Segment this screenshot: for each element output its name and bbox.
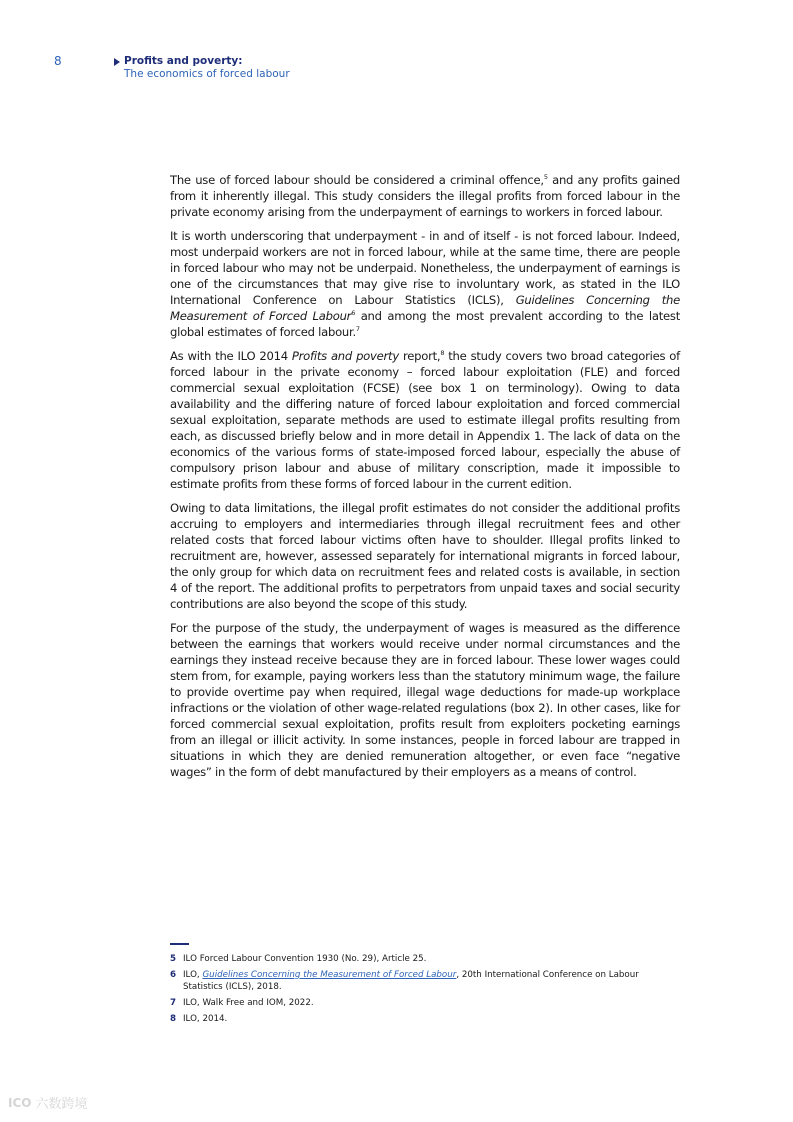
triangle-right-icon — [114, 58, 120, 66]
footnotes — [170, 943, 680, 1029]
footnote-5 — [170, 953, 680, 965]
body-text — [170, 172, 680, 788]
p1-text-b: and any profits gained from it inherently illegal. This study considers the illegal profits from forced labour in the private economy arising from the underpayment of earnings to workers in forced labour. — [170, 173, 680, 219]
header-title-row — [114, 55, 290, 68]
p3-text-a: As with the ILO 2014 — [170, 349, 292, 363]
guidelines-link[interactable]: Guidelines Concerning the Measurement of Forced Labour — [202, 969, 457, 980]
footnote-ref-6[interactable]: 6 — [351, 309, 356, 317]
watermark-logo-icon: ICO — [8, 1095, 32, 1110]
header-title: Profits and poverty: — [124, 55, 243, 67]
page-number: 8 — [54, 54, 62, 68]
p1-text-a: The use of forced labour should be considered a criminal offence, — [170, 173, 544, 187]
watermark-text: 六数跨境 — [35, 1097, 88, 1112]
footnote-divider — [170, 943, 189, 945]
footnote-7 — [170, 997, 680, 1009]
footnote-ref-7[interactable]: 7 — [355, 325, 360, 333]
watermark — [8, 1093, 88, 1112]
footnote-number: 6 — [170, 969, 177, 980]
footnote-ref-5[interactable]: 5 — [543, 173, 548, 181]
footnote-number: 7 — [170, 997, 177, 1008]
paragraph-5: For the purpose of the study, the underpayment of wages is measured as the difference between the earnings that workers would receive under normal circumstances and the earnings they instead receive because they are in forced labour. These lower wages could stem from, for example, paying workers less than the statutory minimum wage, the failure to provide overtime pay when required, illegal wage deductions for made-up workplace infractions or the violation of other wage-related regulations (box 2). In other cases, like for forced commercial sexual exploitation, profits result from exploiters pocketing earnings from an illegal or illicit activity. In some instances, people in forced labour are trapped in situations in which they are denied remuneration altogether, or even face “negative wages” in the form of debt manufactured by their employers as a means of control. — [170, 621, 680, 779]
footnote-number: 5 — [170, 953, 177, 964]
running-header — [114, 55, 290, 81]
footnote-text: ILO, 2014. — [183, 1013, 228, 1024]
p2-text-a: It is worth underscoring that underpayment - in and of itself - is not forced labour. Indeed, most underpaid workers are not in forced labour, while at the same time, there are people in forced labour who may not be underpaid. Nonetheless, the underpayment of earnings is one of the circumstances that may give rise to involuntary work, as stated in the ILO International Conference on Labour Statistics (ICLS), — [170, 229, 680, 307]
footnote-text-post: , 20th International Conference on Labour Statistics (ICLS), 2018. — [183, 969, 639, 992]
footnote-text — [183, 969, 680, 993]
footnote-8 — [170, 1013, 680, 1025]
footnote-number: 8 — [170, 1013, 177, 1024]
footnote-6 — [170, 969, 680, 993]
p2-text-b: and among the most prevalent according to the latest global estimates of forced labour. — [170, 309, 680, 339]
paragraph-4: Owing to data limitations, the illegal profit estimates do not consider the additional profits accruing to employers and intermediaries through illegal recruitment fees and other related costs that forced labour victims often have to shoulder. Illegal profits linked to recruitment are, however, assessed separately for international migrants in forced labour, the only group for which data on recruitment fees and related costs is available, in section 4 of the report. The additional profits to perpetrators from unpaid taxes and social security contributions are also beyond the scope of this study. — [170, 501, 680, 611]
paragraph-1 — [170, 172, 680, 220]
paragraph-3 — [170, 348, 680, 492]
footnote-text-pre: ILO, — [183, 969, 203, 980]
header-subtitle: The economics of forced labour — [124, 68, 290, 80]
p3-report-title: Profits and poverty — [291, 349, 399, 363]
p2-guidelines-title: Guidelines Concerning the Measurement of Forced Labour — [170, 293, 680, 323]
footnote-text: ILO Forced Labour Convention 1930 (No. 29), Article 25. — [183, 953, 427, 964]
p3-text-b: report, — [398, 349, 441, 363]
p3-text-c: the study covers two broad categories of forced labour in the private economy – forced labour exploitation (FLE) and forced commercial sexual exploitation (FCSE) (see box 1 on terminology). Owing to data availability and the differing nature of forced labour exploitation and forced commercial sexual exploitation, separate methods are used to estimate illegal profits resulting from each, as discussed briefly below and in more detail in Appendix 1. The lack of data on the economics of the various forms of state-imposed forced labour, especially the abuse of compulsory prison labour and abuse of military conscription, made it impossible to estimate profits from these forms of forced labour in the current edition. — [170, 349, 680, 491]
footnote-text: ILO, Walk Free and IOM, 2022. — [183, 997, 314, 1008]
footnote-ref-8[interactable]: 8 — [440, 349, 445, 357]
paragraph-2 — [170, 228, 680, 340]
